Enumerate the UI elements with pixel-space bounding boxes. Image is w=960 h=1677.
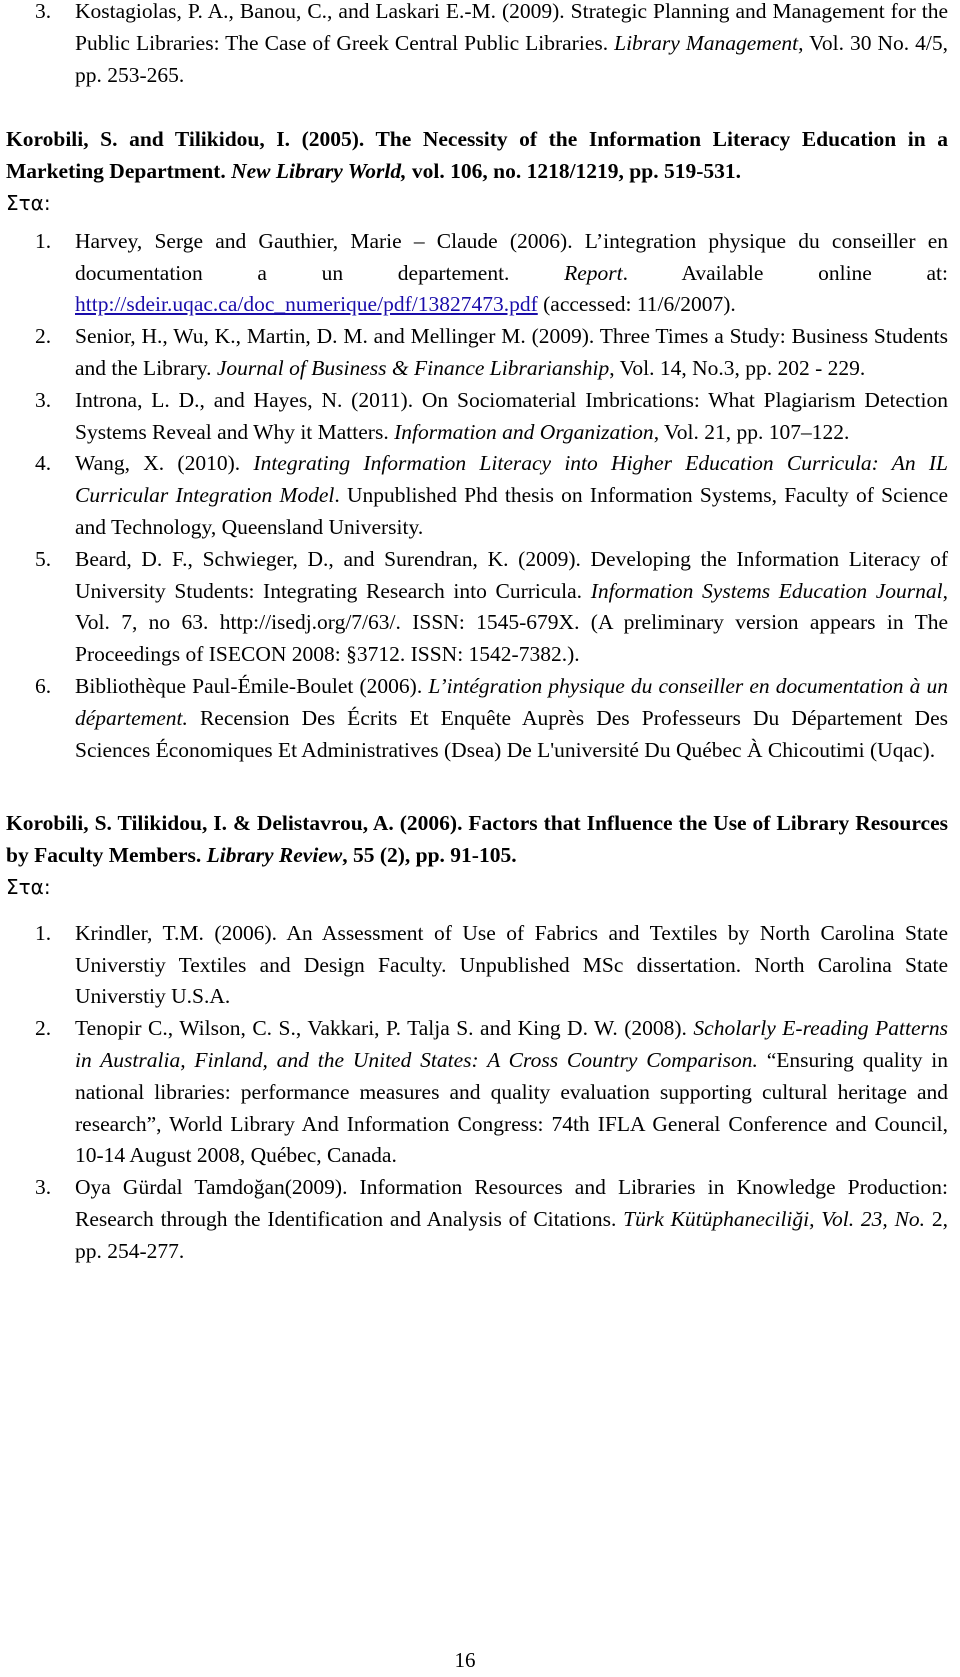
citation-text: Kostagiolas, P. A., Banou, C., and Laskari E.-M. (2009). Strategic Planning and Management for the Public Libraries: The Case of Greek Central Public Libraries. [75,0,948,55]
citation-item [6,385,948,449]
citation-text: Oya Gürdal Tamdoğan(2009). Information Resources and Libraries in Knowledge Production: Research through the Identification and Analysis of Citations. [75,1175,948,1231]
page-content [6,0,948,1267]
source-journal: New Library World, [231,159,407,184]
citation-list-continued [6,0,948,91]
cited-in-label: Στα: [6,190,51,215]
citation-text: Wang, X. (2010). [75,451,254,476]
citation-item [6,321,948,385]
citation-item [6,226,948,321]
citation-text: . Available online at: [622,260,948,285]
citation-number: 3. [35,387,52,412]
source-publication [6,124,948,188]
citation-text: Introna, L. D., and Hayes, N. (2011). On Sociomaterial Imbrications: What Plagiarism Detection Systems Reveal and Why it Matters. [75,387,948,444]
citation-title: Integrating Information Literacy into Higher Education Curricula: An IL Curricular Integration Model [75,451,948,508]
citation-number: 4. [35,451,52,476]
citation-text: 2, pp. 254-277. [75,1206,948,1263]
citation-number: 1. [35,920,52,945]
citation-item [6,671,948,766]
citation-item [6,1172,948,1267]
citation-text: Beard, D. F., Schwieger, D., and Surendran, K. (2009). Developing the Information Literacy of University Students: Integrating Research into Curricula. [75,546,948,603]
source-text: vol. 106, no. 1218/1219, pp. 519-531. [406,159,741,184]
citation-text: Harvey, Serge and Gauthier, Marie – Claude (2006). L’integration physique du conseiller en documentation a un departement. [75,228,948,285]
citation-journal: Information and Organization [394,419,654,444]
source-publication [6,808,948,872]
citation-item [6,448,948,543]
citation-number: 2. [35,1016,52,1041]
citation-list [6,226,948,767]
citation-number: 3. [35,0,52,23]
citation-item [6,1013,948,1172]
citation-journal: Türk Kütüphaneciliği, Vol. 23, No. [623,1206,926,1231]
page-number: 16 [454,1648,476,1672]
citation-number: 5. [35,546,52,571]
citation-text: “Ensuring quality in national libraries: performance measures and quality evaluation supporting cultural heritage and research”, World Library And Information Congress: 74th IFLA General Conference and Council, 10-14 August 2008, Québec, Canada. [75,1047,948,1168]
citation-item [6,0,948,91]
citation-number: 2. [35,324,52,349]
citation-text: Tenopir C., Wilson, C. S., Vakkari, P. Talja S. and King D. W. (2008). [75,1016,694,1041]
source-text: Korobili, S. and Tilikidou, I. (2005). The Necessity of the Information Literacy Education in a Marketing Department. [6,127,948,184]
citation-text: Krindler, T.M. (2006). An Assessment of Use of Fabrics and Textiles by North Carolina State Universtiy Textiles and Design Faculty. Unpublished MSc dissertation. North Carolina State Universtiy U.S.A. [75,920,948,1009]
cited-in-label: Στα: [6,874,51,899]
citation-number: 1. [35,228,52,253]
citation-item [6,544,948,671]
source-text: Korobili, S. Tilikidou, I. & Delistavrou, A. (2006). Factors that Influence the Use of Library Resources by Faculty Members. [6,811,948,868]
source-journal: Library Review [206,843,343,868]
citation-journal: Library Management, [614,30,804,55]
citation-item [6,918,948,1013]
citation-text: Senior, H., Wu, K., Martin, D. M. and Mellinger M. (2009). Three Times a Study: Business Students and the Library. [75,324,948,380]
citation-text: (accessed: 11/6/2007). [537,292,736,317]
citation-title: Scholarly E-reading Patterns in Australia, Finland, and the United States: A Cross Country Comparison. [75,1016,949,1072]
citation-text: , Vol. 7, no 63. http://isedj.org/7/63/. ISSN: 1545-679X. (A preliminary version appears in The Proceedings of ISECON 2008: §3712. ISSN: 1542-7382.). [75,578,948,667]
citation-text: Vol. 30 No. 4/5, pp. 253-265. [75,30,948,87]
citation-url-link[interactable]: http://sdeir.uqac.ca/doc_numerique/pdf/13827473.pdf [75,292,538,317]
citation-journal: Information Systems Education Journal [590,578,943,603]
citation-list [6,918,948,1268]
citation-number: 3. [35,1175,52,1200]
source-text: , 55 (2), pp. 91-105. [342,843,517,868]
citation-text: . Unpublished Phd thesis on Information Systems, Faculty of Science and Technology, Queensland University. [75,483,948,539]
citation-journal: Journal of Business & Finance Librarianship [216,355,610,380]
citation-type: Report [564,260,623,285]
citation-text: , Vol. 14, No.3, pp. 202 - 229. [609,355,866,380]
citation-text: , Vol. 21, pp. 107–122. [653,419,850,444]
citation-title: L’intégration physique du conseiller en documentation à un département. [75,673,949,730]
citation-number: 6. [35,673,52,698]
citation-text: Bibliothèque Paul-Émile-Boulet (2006). [75,673,429,698]
citation-text: Recension Des Écrits Et Enquête Auprès Des Professeurs Du Département Des Sciences Économiques Et Administratives (Dsea) De L'université Du Québec À Chicoutimi (Uqac). [75,705,948,762]
